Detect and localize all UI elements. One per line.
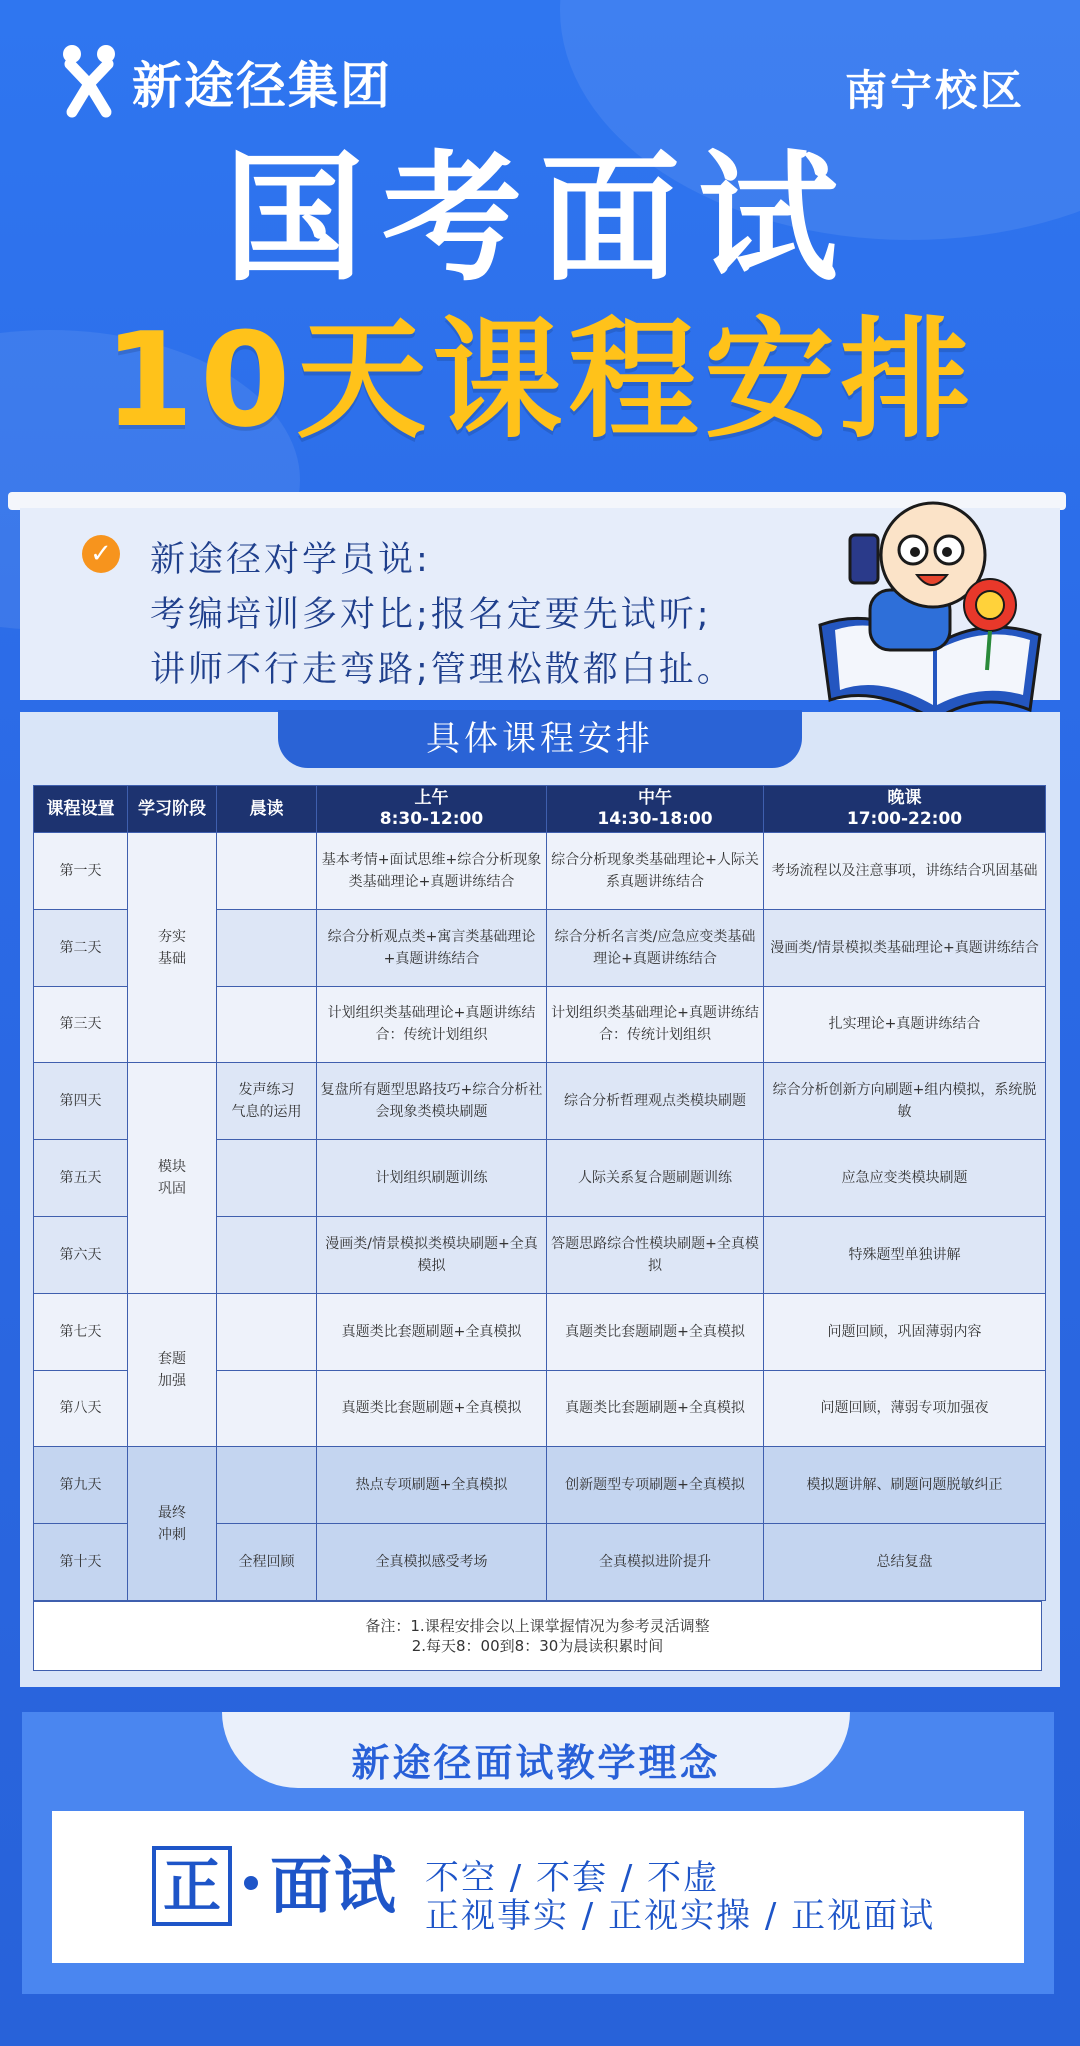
pm-cell: 综合分析现象类基础理论+人际关系真题讲练结合 <box>547 833 764 910</box>
pm-cell: 创新题型专项刷题+全真模拟 <box>547 1447 764 1524</box>
header-pm <box>547 786 764 833</box>
am-cell: 真题类比套题刷题+全真模拟 <box>317 1293 547 1370</box>
dot-icon <box>244 1876 258 1890</box>
campus-label: 南宁校区 <box>844 66 1025 115</box>
phase-cell: 夯实 基础 <box>128 833 217 1063</box>
day-cell: 第六天 <box>34 1216 128 1293</box>
pm-cell: 真题类比套题刷题+全真模拟 <box>547 1293 764 1370</box>
read-cell <box>217 1216 317 1293</box>
header-phase: 学习阶段 <box>128 786 217 833</box>
check-icon: ✓ <box>82 535 120 573</box>
message-line: 新途径对学员说: <box>150 540 431 580</box>
header-eve-label: 晚课 <box>887 788 922 808</box>
day-cell: 第八天 <box>34 1370 128 1447</box>
read-cell <box>217 1293 317 1370</box>
brand <box>60 42 392 122</box>
table-row <box>34 833 1046 910</box>
read-cell: 发声练习 气息的运用 <box>217 1063 317 1140</box>
table-row <box>34 1447 1046 1524</box>
header-am-time: 8:30-12:00 <box>379 809 484 829</box>
header-eve <box>764 786 1046 833</box>
day-cell: 第二天 <box>34 909 128 986</box>
mascot-illustration-icon <box>815 495 1045 735</box>
eve-cell: 考场流程以及注意事项，讲练结合巩固基础 <box>764 833 1046 910</box>
slogan-line: 正视事实 / 正视实操 / 正视面试 <box>425 1896 936 1936</box>
am-cell: 基本考情+面试思维+综合分析现象类基础理论+真题讲练结合 <box>317 833 547 910</box>
read-cell <box>217 1370 317 1447</box>
eve-cell: 总结复盘 <box>764 1524 1046 1601</box>
day-cell: 第四天 <box>34 1063 128 1140</box>
pm-cell: 计划组织类基础理论+真题讲练结合：传统计划组织 <box>547 986 764 1063</box>
zheng-seal: 正 <box>152 1846 232 1926</box>
am-cell: 计划组织刷题训练 <box>317 1140 547 1217</box>
am-cell: 计划组织类基础理论+真题讲练结合：传统计划组织 <box>317 986 547 1063</box>
eve-cell: 综合分析创新方向刷题+组内模拟，系统脱敏 <box>764 1063 1046 1140</box>
day-cell: 第一天 <box>34 833 128 910</box>
day-cell: 第七天 <box>34 1293 128 1370</box>
pm-cell: 人际关系复合题刷题训练 <box>547 1140 764 1217</box>
am-cell: 综合分析观点类+寓言类基础理论+真题讲练结合 <box>317 909 547 986</box>
pm-cell: 综合分析名言类/应急应变类基础理论+真题讲练结合 <box>547 909 764 986</box>
header-morning-read: 晨读 <box>217 786 317 833</box>
schedule-table <box>33 785 1046 1601</box>
slogan-line: 不空 / 不套 / 不虚 <box>425 1858 720 1898</box>
pm-cell: 综合分析哲理观点类模块刷题 <box>547 1063 764 1140</box>
eve-cell: 漫画类/情景模拟类基础理论+真题讲练结合 <box>764 909 1046 986</box>
schedule-notes <box>33 1601 1042 1671</box>
table-header-row <box>34 786 1046 833</box>
eve-cell: 模拟题讲解、刷题问题脱敏纠正 <box>764 1447 1046 1524</box>
read-cell <box>217 1447 317 1524</box>
message-line: 讲师不行走弯路;管理松散都白扯。 <box>150 650 735 690</box>
brand-logo-icon <box>60 42 118 122</box>
header-am-label: 上午 <box>414 788 449 808</box>
pm-cell: 答题思路综合性模块刷题+全真模拟 <box>547 1216 764 1293</box>
sub-title: 10天课程安排 <box>103 304 977 456</box>
am-cell: 漫画类/情景模拟类模块刷题+全真模拟 <box>317 1216 547 1293</box>
day-cell: 第三天 <box>34 986 128 1063</box>
read-cell <box>217 986 317 1063</box>
am-cell: 全真模拟感受考场 <box>317 1524 547 1601</box>
am-cell: 真题类比套题刷题+全真模拟 <box>317 1370 547 1447</box>
header-eve-time: 17:00-22:00 <box>846 809 963 829</box>
pm-cell: 全真模拟进阶提升 <box>547 1524 764 1601</box>
eve-cell: 问题回顾，薄弱专项加强夜 <box>764 1370 1046 1447</box>
header-am <box>317 786 547 833</box>
header-course: 课程设置 <box>34 786 128 833</box>
interview-word: 面试 <box>270 1849 399 1922</box>
am-cell: 复盘所有题型思路技巧+综合分析社会现象类模块刷题 <box>317 1063 547 1140</box>
eve-cell: 扎实理论+真题讲练结合 <box>764 986 1046 1063</box>
am-cell: 热点专项刷题+全真模拟 <box>317 1447 547 1524</box>
header-pm-time: 14:30-18:00 <box>597 809 713 829</box>
day-cell: 第五天 <box>34 1140 128 1217</box>
day-cell: 第十天 <box>34 1524 128 1601</box>
table-row <box>34 1293 1046 1370</box>
pm-cell: 真题类比套题刷题+全真模拟 <box>547 1370 764 1447</box>
day-cell: 第九天 <box>34 1447 128 1524</box>
read-cell: 全程回顾 <box>217 1524 317 1601</box>
main-title: 国考面试 <box>223 138 856 301</box>
phase-cell: 套题 加强 <box>128 1293 217 1447</box>
brand-name: 新途径集团 <box>132 57 392 115</box>
header-pm-label: 中午 <box>638 788 672 808</box>
note-line: 2.每天8：00到8：30为晨读积累时间 <box>411 1637 664 1655</box>
eve-cell: 应急应变类模块刷题 <box>764 1140 1046 1217</box>
eve-cell: 特殊题型单独讲解 <box>764 1216 1046 1293</box>
table-row <box>34 1063 1046 1140</box>
schedule-title: 具体课程安排 <box>278 710 802 768</box>
phase-cell: 最终 冲刺 <box>128 1447 217 1601</box>
message-line: 考编培训多对比;报名定要先试听; <box>150 595 712 635</box>
read-cell <box>217 1140 317 1217</box>
read-cell <box>217 909 317 986</box>
eve-cell: 问题回顾，巩固薄弱内容 <box>764 1293 1046 1370</box>
phase-cell: 模块 巩固 <box>128 1063 217 1293</box>
read-cell <box>217 833 317 910</box>
philosophy-title: 新途径面试教学理念 <box>351 1741 721 1785</box>
note-line: 备注：1.课程安排会以上课掌握情况为参考灵活调整 <box>365 1617 710 1635</box>
